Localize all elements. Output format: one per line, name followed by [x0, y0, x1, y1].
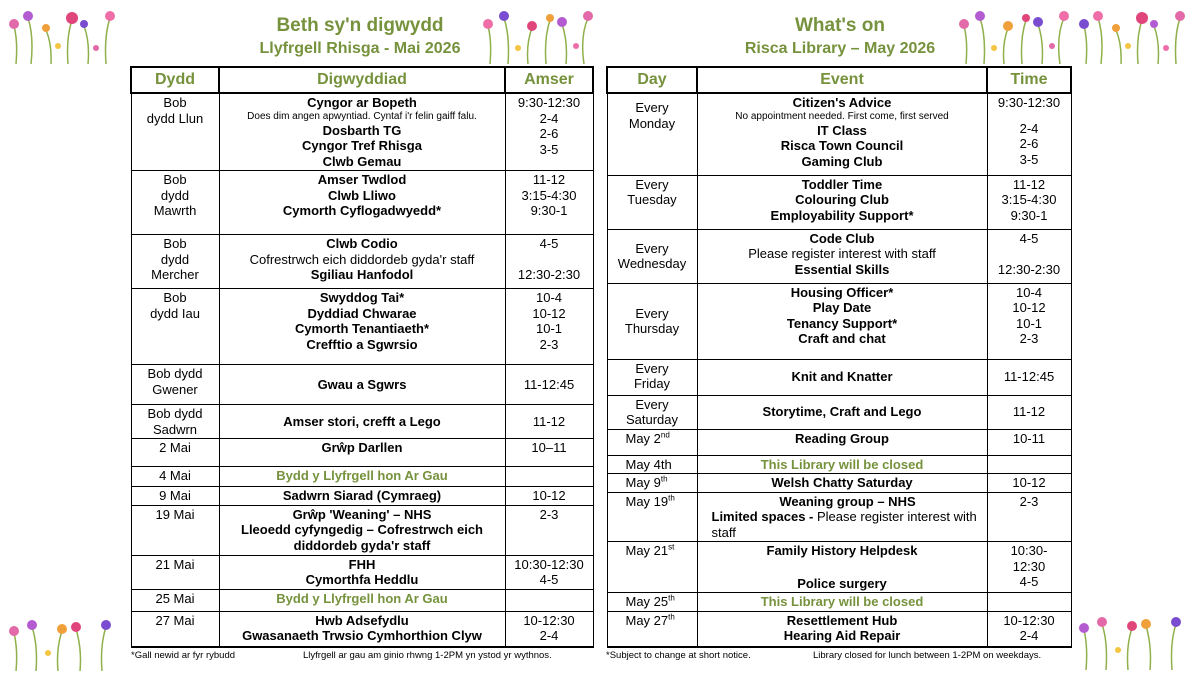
time-cell — [505, 289, 593, 365]
day-text: May 25 — [625, 594, 669, 609]
event-cell — [697, 283, 987, 359]
time-text: 2-4 — [539, 110, 559, 126]
event-cell — [697, 455, 987, 474]
day-text: Bob — [163, 290, 187, 305]
time-cell — [987, 283, 1071, 359]
event-cell — [219, 93, 505, 171]
day-text: Every — [635, 176, 669, 192]
welsh-title-block — [215, 14, 505, 60]
event-text: Limited spaces - — [711, 509, 814, 524]
event-text: Knit and Knatter — [791, 369, 893, 385]
time-cell — [987, 593, 1071, 612]
event-note: Please register interest with staff — [711, 509, 977, 540]
time-cell — [987, 455, 1071, 474]
welsh-title: Beth sy'n digwydd — [276, 15, 444, 36]
event-text: Swyddog Tai* — [319, 290, 405, 305]
day-text: Every — [635, 305, 669, 321]
welsh-schedule-table — [130, 66, 594, 648]
day-text: May 19 — [625, 493, 669, 509]
time-text: 2-3 — [539, 336, 559, 352]
time-spacer — [991, 246, 1068, 262]
day-text: May 2 — [625, 430, 661, 446]
day-cell — [607, 283, 697, 359]
table-row — [131, 439, 593, 467]
english-panel — [600, 0, 1200, 675]
ordinal-suffix: th — [660, 474, 668, 484]
event-text: Family History Helpdesk — [766, 543, 918, 558]
event-text: Grŵp 'Weaning' – NHS — [292, 506, 432, 522]
time-text: 2-4 — [1019, 120, 1039, 136]
table-row — [607, 93, 1071, 175]
event-text: Cymorth Tenantiaeth* — [294, 321, 430, 336]
event-note: No appointment needed. First come, first served — [735, 110, 949, 122]
time-cell — [987, 395, 1071, 429]
event-text: Essential Skills — [794, 261, 890, 277]
day-text: Bob — [163, 236, 187, 251]
table-row — [131, 589, 593, 611]
day-text: Thursday — [624, 321, 680, 336]
day-text: dydd Llun — [146, 110, 204, 126]
time-cell — [505, 93, 593, 171]
flower-decoration-bottom-right — [1076, 612, 1194, 670]
flower-decoration-top-right — [1076, 6, 1194, 64]
day-cell: 9 Mai — [131, 487, 219, 506]
table-row — [607, 611, 1071, 647]
day-text: Bob — [163, 172, 187, 187]
time-text: 10-12 — [532, 305, 566, 321]
event-text: Gwau a Sgwrs — [317, 376, 407, 392]
day-text: Every — [635, 360, 669, 376]
table-header-row — [607, 67, 1071, 93]
english-schedule-table — [606, 66, 1072, 648]
day-text: May 27 — [625, 612, 669, 628]
event-cell — [219, 611, 505, 647]
day-cell: 25 Mai — [131, 589, 219, 611]
time-text: 11-12 — [532, 413, 566, 429]
event-text: Hearing Aid Repair — [783, 628, 901, 643]
event-cell — [219, 589, 505, 611]
flower-border-icon — [6, 6, 124, 64]
closed-notice: Bydd y Llyfrgell hon Ar Gau — [276, 590, 448, 606]
table-row — [131, 611, 593, 647]
ordinal-suffix: st — [668, 542, 675, 552]
time-text: 10-12:30 — [1003, 612, 1055, 628]
time-cell — [505, 467, 593, 487]
event-cell — [219, 365, 505, 405]
day-cell — [131, 171, 219, 235]
event-text: Lleoedd cyfyngedig – Cofrestrwch eich diddordeb gyda'r staff — [241, 522, 483, 553]
time-text: 2-6 — [539, 126, 559, 141]
time-cell — [505, 365, 593, 405]
time-text: 4-5 — [1019, 230, 1039, 246]
time-cell — [505, 235, 593, 289]
welsh-footer-lunch: Llyfrgell ar gau am ginio rhwng 1-2PM yn ystod yr wythnos. — [303, 650, 552, 661]
ordinal-suffix: th — [668, 612, 675, 622]
day-text: Friday — [633, 376, 671, 391]
day-cell: 2 Mai — [131, 439, 219, 467]
time-text: 4-5 — [539, 572, 559, 587]
flower-border-icon — [6, 615, 124, 671]
time-text: 10-4 — [535, 290, 563, 305]
table-row — [607, 455, 1071, 474]
event-cell — [697, 359, 987, 395]
time-text: 10-12:30 — [523, 612, 575, 628]
day-cell — [131, 289, 219, 365]
event-cell — [697, 542, 987, 593]
time-cell: 2-3 — [987, 492, 1071, 542]
time-text: 10-1 — [535, 321, 563, 336]
day-cell — [607, 542, 697, 593]
time-text: 10-1 — [1015, 315, 1043, 331]
event-text: Storytime, Craft and Lego — [762, 404, 922, 420]
flower-decoration-top-left — [6, 6, 124, 64]
table-row — [607, 283, 1071, 359]
english-subtitle: Risca Library – May 2026 — [744, 40, 936, 57]
day-text: Every — [635, 100, 669, 115]
day-text: Bob — [163, 95, 187, 110]
event-cell — [219, 487, 505, 506]
event-cell — [697, 229, 987, 283]
time-cell — [505, 611, 593, 647]
day-text: Every — [635, 396, 669, 412]
event-text: Toddler Time — [801, 176, 883, 192]
time-text: 11-12:45 — [1003, 369, 1055, 385]
header-time: Amser — [505, 67, 593, 93]
time-text: 2-3 — [1019, 331, 1039, 346]
day-text: Sadwrn — [152, 421, 198, 437]
time-text: 11-12 — [1012, 404, 1046, 420]
time-cell — [505, 171, 593, 235]
day-cell — [607, 229, 697, 283]
day-text: Monday — [628, 115, 676, 131]
table-row — [607, 229, 1071, 283]
day-cell — [131, 235, 219, 289]
time-text: 11-12 — [532, 172, 566, 187]
time-text: 3-5 — [539, 141, 559, 157]
event-note: Does dim angen apwyntiad. Cyntaf i'r felin gaiff falu. — [247, 110, 477, 122]
event-text: Sadwrn Siarad (Cymraeg) — [282, 488, 442, 503]
table-row — [131, 235, 593, 289]
closed-notice: This Library will be closed — [760, 456, 924, 472]
time-text: 3-5 — [1019, 151, 1039, 167]
table-header-row — [131, 67, 593, 93]
day-cell — [131, 93, 219, 171]
day-text: Tuesday — [627, 192, 677, 207]
table-row — [131, 487, 593, 506]
event-text: FHH — [348, 556, 376, 572]
event-text: Police surgery — [797, 575, 887, 591]
event-text: Sgiliau Hanfodol — [310, 267, 414, 282]
day-text: dydd Iau — [150, 305, 200, 321]
table-row — [131, 405, 593, 439]
event-line — [712, 509, 977, 540]
day-cell — [607, 474, 697, 493]
time-cell — [987, 359, 1071, 395]
day-text: Every — [635, 240, 669, 256]
event-cell — [219, 171, 505, 235]
event-text: Tenancy Support* — [786, 315, 898, 331]
event-text: Play Date — [812, 300, 872, 315]
day-text: Mercher — [151, 267, 199, 282]
time-text: 3:15-4:30 — [521, 187, 577, 203]
time-text: 11-12 — [1012, 176, 1046, 192]
event-cell — [697, 429, 987, 455]
time-text: 9:30-12:30 — [997, 95, 1061, 110]
event-text: Dosbarth TG — [322, 122, 402, 138]
time-text: 9:30-12:30 — [517, 95, 581, 110]
event-cell — [219, 505, 505, 555]
event-text: Welsh Chatty Saturday — [771, 475, 913, 490]
welsh-subtitle: Llyfrgell Rhisga - Mai 2026 — [259, 40, 461, 57]
event-text: Gaming Club — [801, 153, 883, 169]
event-text: Cymorthfa Heddlu — [305, 572, 419, 587]
event-text: Amser stori, crefft a Lego — [283, 413, 441, 429]
time-text: 12:30-2:30 — [517, 267, 581, 282]
day-text: dydd — [160, 251, 190, 267]
day-cell: 19 Mai — [131, 505, 219, 555]
english-title-block — [715, 14, 965, 60]
flower-decoration-bottom-left — [6, 615, 124, 671]
event-text: Risca Town Council — [780, 138, 904, 153]
time-text: 10:30-12:30 — [514, 556, 584, 572]
table-row — [131, 365, 593, 405]
event-cell — [219, 439, 505, 467]
table-row — [607, 542, 1071, 593]
day-cell — [131, 365, 219, 405]
english-title: What's on — [794, 15, 885, 36]
day-text: Gwener — [152, 381, 198, 397]
table-row — [607, 474, 1071, 493]
day-cell: 27 Mai — [131, 611, 219, 647]
table-row — [607, 429, 1071, 455]
header-time: Time — [987, 67, 1071, 93]
event-text: Crefftio a Sgwrsio — [306, 336, 418, 352]
day-cell — [131, 405, 219, 439]
time-cell: 10–11 — [505, 439, 593, 467]
event-cell — [219, 555, 505, 589]
day-text: Bob dydd — [147, 406, 203, 421]
event-text: Craft and chat — [798, 331, 886, 346]
welsh-footer-note: *Gall newid ar fyr rybudd — [131, 650, 236, 661]
day-cell — [607, 175, 697, 229]
time-spacer — [509, 252, 590, 268]
closed-notice: This Library will be closed — [760, 594, 924, 609]
flower-decoration-top-center — [956, 6, 1072, 64]
event-text: Gwasanaeth Trwsio Cymhorthion Clyw — [242, 628, 482, 643]
day-cell — [607, 395, 697, 429]
event-text: Clwb Codio — [326, 236, 398, 251]
event-cell — [697, 474, 987, 493]
time-cell — [987, 93, 1071, 175]
event-cell — [697, 93, 987, 175]
event-text: Resettlement Hub — [786, 612, 898, 628]
event-text: Cyngor ar Bopeth — [307, 95, 417, 110]
table-row — [607, 359, 1071, 395]
table-row — [131, 289, 593, 365]
day-cell: May 4th — [607, 455, 697, 474]
english-footer-note: *Subject to change at short notice. — [606, 650, 751, 661]
time-cell: 10-12 — [505, 487, 593, 506]
time-text: 2-6 — [1019, 136, 1039, 151]
ordinal-suffix: th — [668, 493, 675, 503]
event-note: Please register interest with staff — [748, 246, 936, 261]
day-text: May 21 — [625, 543, 669, 558]
time-text: 4-5 — [539, 236, 559, 251]
event-cell — [697, 175, 987, 229]
time-cell — [505, 405, 593, 439]
day-text: May 9 — [625, 475, 661, 490]
event-cell — [697, 395, 987, 429]
header-day: Dydd — [131, 67, 219, 93]
day-cell — [607, 359, 697, 395]
event-text: Dyddiad Chwarae — [307, 305, 417, 321]
english-footer-lunch: Library closed for lunch between 1-2PM on weekdays. — [813, 650, 1042, 661]
day-text: Mawrth — [153, 203, 197, 218]
event-cell — [219, 467, 505, 487]
event-text: Code Club — [809, 230, 875, 246]
event-text: Reading Group — [795, 430, 889, 446]
event-text: Citizen's Advice — [792, 95, 892, 110]
time-text: 4-5 — [1019, 574, 1039, 589]
table-row — [131, 171, 593, 235]
event-text: Clwb Gemau — [322, 153, 402, 169]
day-cell — [607, 429, 697, 455]
flower-border-icon — [956, 6, 1072, 64]
time-text: 10-4 — [1015, 284, 1043, 300]
event-text: Employability Support* — [770, 207, 914, 223]
day-cell: 21 Mai — [131, 555, 219, 589]
event-text: Cyngor Tref Rhisga — [302, 138, 422, 153]
event-cell — [697, 611, 987, 647]
time-cell — [505, 555, 593, 589]
event-cell — [219, 405, 505, 439]
day-cell — [607, 492, 697, 542]
time-cell: 10-12 — [987, 474, 1071, 493]
day-text: Saturday — [625, 412, 679, 427]
time-text: 2-4 — [539, 628, 559, 643]
event-cell — [697, 492, 987, 542]
time-cell: 2-3 — [505, 505, 593, 555]
time-text: 2-4 — [1019, 628, 1039, 643]
header-day: Day — [607, 67, 697, 93]
event-text: Cymorth Cyflogadwyedd* — [282, 203, 442, 218]
time-text: 12:30 — [1012, 558, 1046, 574]
ordinal-suffix: nd — [660, 430, 670, 440]
table-row — [607, 593, 1071, 612]
time-cell — [987, 611, 1071, 647]
table-row — [131, 555, 593, 589]
time-cell — [987, 229, 1071, 283]
time-text: 11-12:45 — [523, 376, 575, 392]
time-text: 10:30- — [1010, 543, 1048, 558]
time-cell: 10-11 — [987, 429, 1071, 455]
day-cell — [607, 611, 697, 647]
time-text: 9:30-1 — [530, 203, 568, 218]
flower-border-icon — [1076, 612, 1194, 670]
table-row — [131, 505, 593, 555]
flower-border-icon — [1076, 6, 1194, 64]
ordinal-suffix: th — [668, 593, 675, 603]
day-cell — [607, 593, 697, 612]
event-text: Housing Officer* — [790, 284, 894, 300]
event-text: IT Class — [817, 122, 867, 138]
table-row — [131, 467, 593, 487]
event-text: Colouring Club — [795, 192, 889, 207]
time-cell — [987, 542, 1071, 593]
event-note: Cofrestrwch eich diddordeb gyda'r staff — [249, 251, 475, 267]
table-row — [607, 492, 1071, 542]
event-cell — [697, 593, 987, 612]
event-text: Grŵp Darllen — [321, 440, 403, 455]
time-text: 3:15-4:30 — [1001, 192, 1057, 207]
table-row — [607, 175, 1071, 229]
table-row — [607, 395, 1071, 429]
day-text: Wednesday — [617, 256, 687, 271]
event-cell — [219, 235, 505, 289]
header-event: Event — [697, 67, 987, 93]
event-text: Clwb Lliwo — [328, 187, 396, 203]
time-text: 10-12 — [1012, 300, 1046, 315]
table-row — [131, 93, 593, 171]
time-cell — [987, 175, 1071, 229]
event-text: Hwb Adsefydlu — [315, 612, 409, 628]
event-text: Amser Twdlod — [317, 172, 407, 187]
closed-notice: Bydd y Llyfrgell hon Ar Gau — [276, 468, 448, 483]
event-cell — [219, 289, 505, 365]
time-text: 12:30-2:30 — [997, 261, 1061, 277]
day-text: Bob dydd — [147, 366, 203, 381]
time-cell — [505, 589, 593, 611]
day-cell — [607, 93, 697, 175]
day-cell: 4 Mai — [131, 467, 219, 487]
day-text: dydd — [160, 187, 190, 203]
event-text: Weaning group – NHS — [779, 493, 916, 509]
header-event: Digwyddiad — [219, 67, 505, 93]
time-text: 9:30-1 — [1010, 207, 1048, 223]
